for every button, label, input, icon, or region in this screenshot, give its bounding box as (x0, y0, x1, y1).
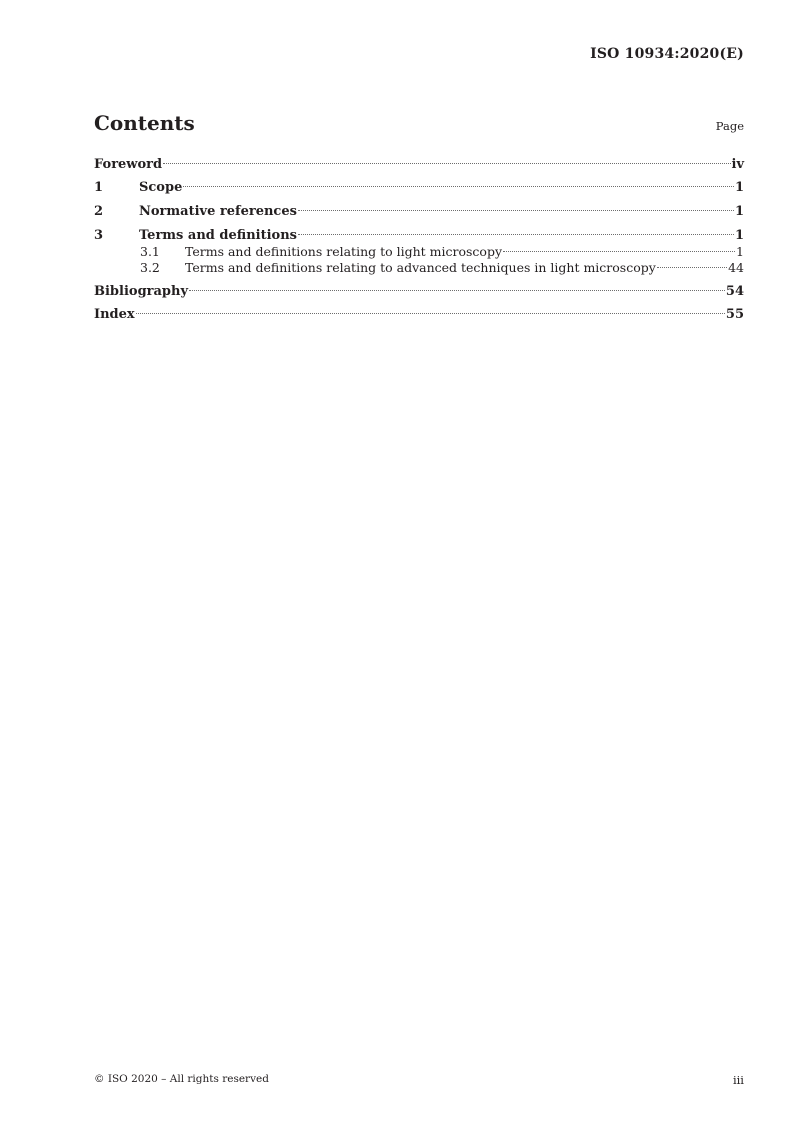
toc-entry-page: 1 (734, 180, 744, 195)
toc-entry-3-2[interactable] (140, 260, 744, 276)
dot-leader (183, 186, 734, 187)
toc-entry-number: 3.2 (140, 260, 160, 275)
dot-leader (503, 251, 735, 252)
toc-entry-page: 1 (734, 204, 744, 219)
toc-entry-3-1[interactable] (140, 244, 744, 260)
toc-entry-title: Terms and definitions (139, 228, 297, 243)
toc-entry-foreword[interactable] (94, 157, 744, 173)
toc-entry-title: Index (94, 307, 135, 322)
dot-leader (136, 313, 725, 314)
contents-heading: Contents (94, 111, 195, 135)
toc-entry-number: 1 (94, 180, 104, 195)
toc-entry-title: Scope (139, 180, 183, 195)
toc-entry-page: 54 (725, 284, 744, 299)
document-id: ISO 10934:2020(E) (590, 46, 744, 62)
toc-entry-bibliography[interactable] (94, 284, 744, 300)
toc-entry-page: 1 (736, 244, 744, 259)
toc-entry-normative-references[interactable] (94, 204, 744, 220)
toc-entry-title: Normative references (139, 204, 297, 219)
dot-leader (163, 163, 730, 164)
toc-entry-terms-and-definitions[interactable] (94, 228, 744, 244)
toc-entry-number: 2 (94, 204, 104, 219)
dot-leader (189, 290, 725, 291)
dot-leader (298, 234, 734, 235)
toc-entry-title: Terms and definitions relating to light microscopy (185, 244, 503, 259)
toc-entry-page: 55 (725, 307, 744, 322)
toc-entry-title: Foreword (94, 157, 163, 172)
dot-leader (298, 210, 734, 211)
toc-entry-number: 3.1 (140, 244, 160, 259)
page-column-label: Page (715, 119, 744, 133)
copyright-footer: © ISO 2020 – All rights reserved (94, 1073, 269, 1085)
toc-entry-page: 44 (728, 260, 744, 275)
toc-entry-page: 1 (734, 228, 744, 243)
toc-entry-title: Bibliography (94, 284, 189, 299)
toc-entry-scope[interactable] (94, 180, 744, 196)
toc-entry-title: Terms and definitions relating to advanced techniques in light microscopy (185, 260, 656, 275)
page-number: iii (732, 1073, 744, 1087)
toc-entry-number: 3 (94, 228, 104, 243)
toc-entry-page: iv (731, 157, 744, 172)
dot-leader (657, 267, 727, 268)
toc-entry-index[interactable] (94, 307, 744, 323)
